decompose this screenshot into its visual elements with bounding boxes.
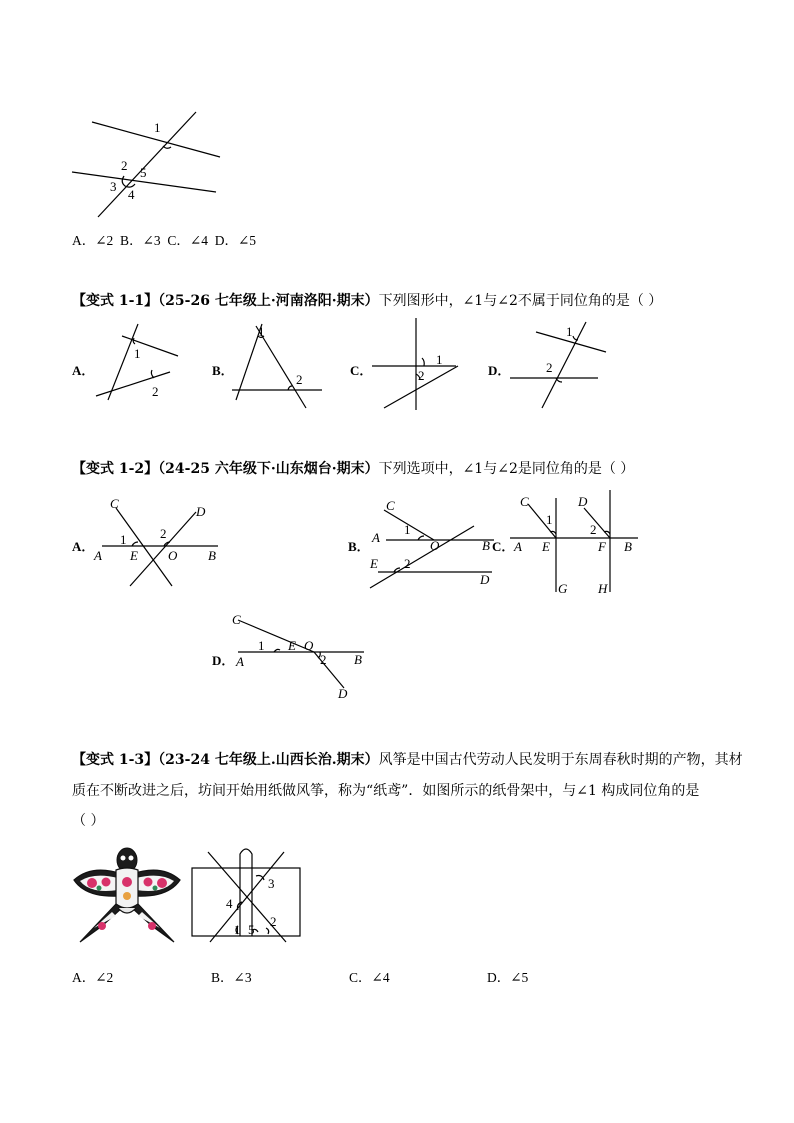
- svg-text:D: D: [578, 494, 588, 509]
- question-text-line1: 风筝是中国古代劳动人民发明于东周春秋时期的产物，其材: [378, 752, 743, 768]
- svg-text:1: 1: [120, 532, 127, 547]
- q1-3-option-d[interactable]: D．∠5: [487, 970, 529, 985]
- kite-label-4: 4: [226, 896, 233, 911]
- svg-text:B: B: [354, 652, 362, 667]
- svg-text:A: A: [372, 530, 380, 545]
- svg-text:F: F: [598, 539, 606, 554]
- svg-text:A: A: [514, 539, 522, 554]
- fig1-options: A．∠2 B．∠3 C．∠4 D．∠5: [72, 233, 257, 248]
- q1-1-option-b[interactable]: B．: [212, 363, 234, 378]
- svg-text:O: O: [304, 638, 314, 653]
- svg-text:C: C: [110, 496, 119, 511]
- angle-arc-1: [163, 146, 171, 148]
- svg-text:D: D: [196, 504, 206, 519]
- svg-text:H: H: [598, 581, 608, 596]
- svg-text:B: B: [208, 548, 216, 563]
- svg-text:O: O: [168, 548, 178, 563]
- q1-1-figure-a: [92, 324, 184, 408]
- svg-text:1: 1: [258, 638, 265, 653]
- kite-label-2: 2: [270, 914, 277, 929]
- svg-text:B: B: [482, 538, 490, 553]
- fig1-label-3: 3: [110, 179, 117, 194]
- svg-text:E: E: [542, 539, 550, 554]
- svg-text:2: 2: [404, 556, 411, 571]
- svg-text:1: 1: [546, 512, 553, 527]
- question-source: （25-26 七年级上·河南洛阳·期末）: [158, 293, 379, 309]
- q1-1-figure-b: [228, 324, 328, 408]
- question-tag: 【变式 1-2】: [72, 461, 159, 477]
- fig1-label-1: 1: [154, 120, 161, 135]
- svg-text:2: 2: [418, 368, 425, 383]
- svg-text:2: 2: [152, 384, 159, 399]
- question-source: （23-24 七年级上.山西长治.期末）: [158, 752, 379, 768]
- question-source: （24-25 六年级下·山东烟台·期末）: [158, 461, 379, 477]
- figure-1: [60, 110, 240, 220]
- question-1-3: [72, 749, 743, 769]
- kite-label-1: 1: [234, 922, 241, 937]
- q1-3-option-b[interactable]: B．∠3: [211, 970, 252, 985]
- svg-text:C: C: [520, 494, 529, 509]
- question-text-line3: （ ）: [72, 813, 105, 829]
- fig1-label-5: 5: [140, 165, 147, 180]
- angle-arc-2: [122, 176, 135, 187]
- svg-text:1: 1: [436, 352, 443, 367]
- q1-2-option-b[interactable]: B．: [348, 539, 370, 554]
- q1-2-figure-d: [228, 608, 378, 700]
- q1-1-figure-c: [370, 318, 464, 412]
- svg-text:2: 2: [546, 360, 553, 375]
- q1-2-option-d[interactable]: D．: [212, 653, 235, 668]
- q1-1-option-d[interactable]: D．: [488, 363, 511, 378]
- svg-text:1: 1: [404, 522, 411, 537]
- svg-text:O: O: [430, 538, 440, 553]
- q1-2-figure-b: [368, 496, 508, 588]
- question-1-2: [72, 458, 634, 478]
- q1-1-option-c[interactable]: C．: [350, 363, 373, 378]
- q1-2-figure-c: [508, 488, 648, 596]
- svg-text:2: 2: [320, 652, 327, 667]
- q1-1-option-a[interactable]: A．: [72, 363, 95, 378]
- question-1-1: [72, 290, 662, 310]
- svg-text:E: E: [130, 548, 138, 563]
- kite-frame-figure: [190, 842, 304, 942]
- svg-text:2: 2: [590, 522, 597, 537]
- fig1-label-4: 4: [128, 187, 135, 202]
- svg-text:1: 1: [566, 324, 573, 339]
- q1-1-figure-d: [506, 322, 610, 410]
- svg-text:C: C: [232, 612, 241, 627]
- svg-text:2: 2: [296, 372, 303, 387]
- kite-image: [72, 846, 182, 946]
- svg-text:1: 1: [134, 346, 141, 361]
- q1-3-option-a[interactable]: A．∠2: [72, 970, 114, 985]
- kite-label-5: 5: [248, 922, 255, 937]
- question-tag: 【变式 1-1】: [72, 293, 159, 309]
- svg-text:D: D: [480, 572, 490, 587]
- kite-label-3: 3: [268, 876, 275, 891]
- svg-text:E: E: [288, 638, 296, 653]
- svg-text:E: E: [370, 556, 378, 571]
- svg-text:D: D: [338, 686, 348, 701]
- question-text: 下列选项中，∠1与∠2是同位角的是（ ）: [378, 461, 635, 477]
- q1-2-figure-a: [92, 496, 232, 588]
- question-tag: 【变式 1-3】: [72, 752, 159, 768]
- q1-2-option-a[interactable]: A．: [72, 539, 95, 554]
- q1-3-option-c[interactable]: C．∠4: [349, 970, 390, 985]
- question-text: 下列图形中，∠1与∠2不属于同位角的是（ ）: [378, 293, 663, 309]
- svg-text:B: B: [624, 539, 632, 554]
- svg-text:C: C: [386, 498, 395, 513]
- svg-text:2: 2: [160, 526, 167, 541]
- question-text-line2: 质在不断改进之后，坊间开始用纸做风筝，称为“纸鸢”．如图所示的纸骨架中，与∠1 构成同位角的是: [72, 783, 700, 799]
- q1-2-option-c[interactable]: C．: [492, 539, 515, 554]
- svg-text:A: A: [94, 548, 102, 563]
- svg-text:G: G: [558, 581, 568, 596]
- fig1-label-2: 2: [121, 158, 128, 173]
- svg-text:1: 1: [258, 324, 265, 339]
- svg-text:A: A: [236, 654, 244, 669]
